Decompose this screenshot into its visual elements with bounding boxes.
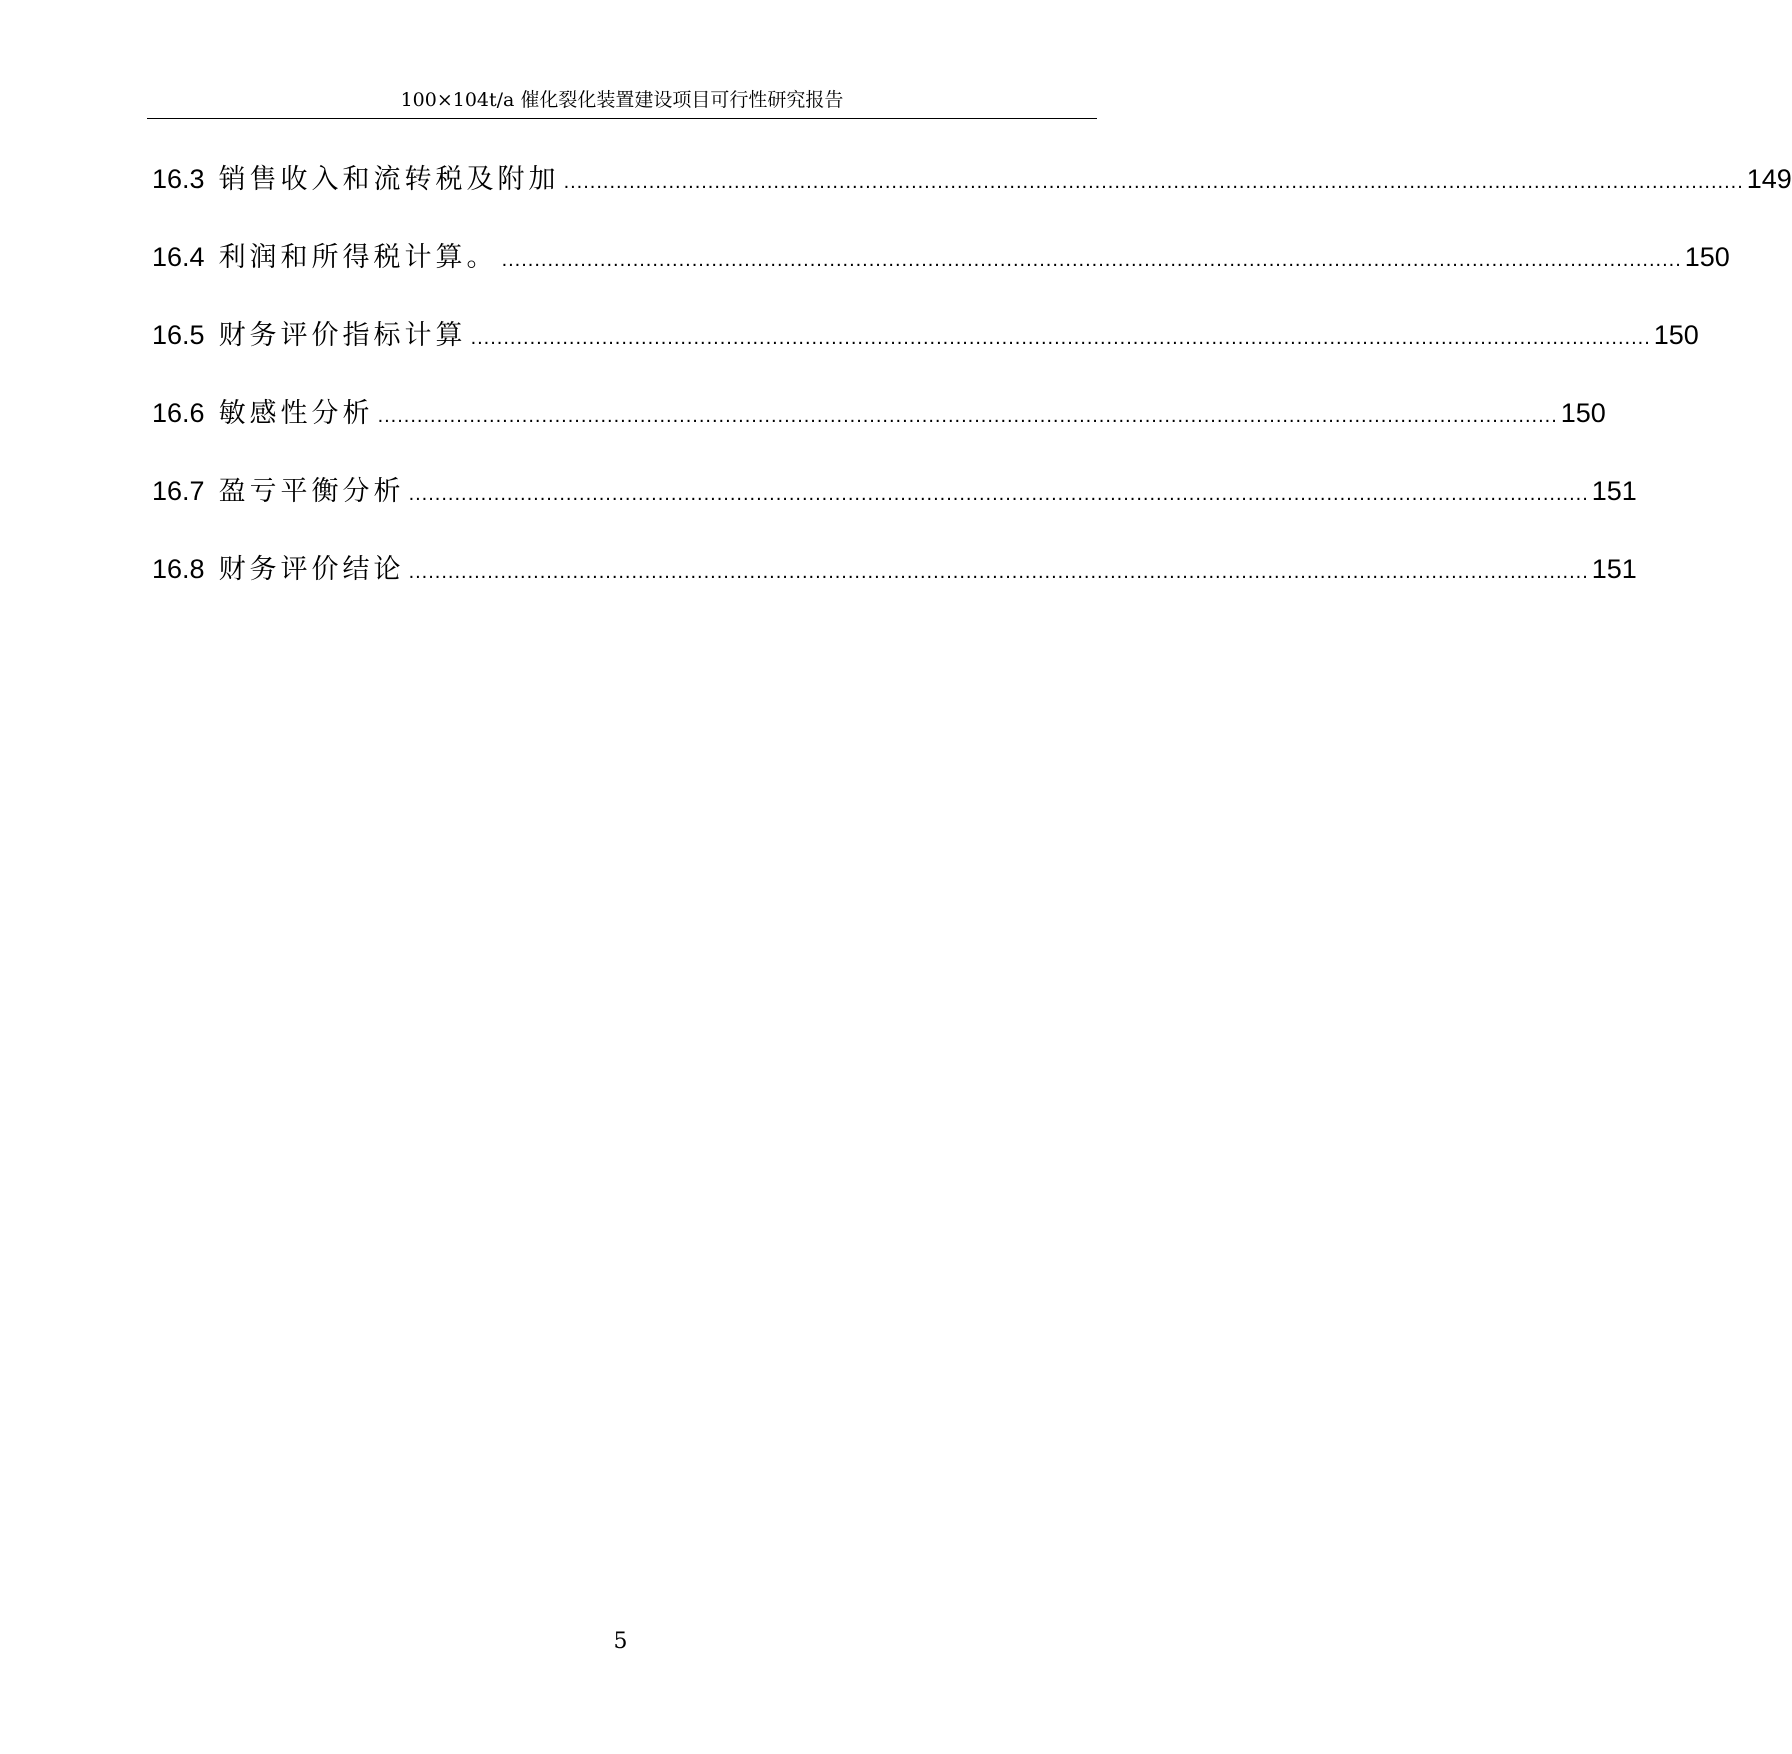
toc-entry-title: 财务评价指标计算 xyxy=(218,320,467,351)
toc-leader-dots: .................................................................................................................................................................................... xyxy=(563,171,1744,193)
toc-entry-page: 150 xyxy=(1560,398,1606,428)
toc-entry[interactable] xyxy=(152,318,1699,396)
running-header: 100×104t/a 催化裂化装置建设项目可行性研究报告 xyxy=(400,89,844,111)
toc-entry-number: 16.4 xyxy=(152,242,205,272)
toc-entry-page: 151 xyxy=(1591,476,1637,506)
toc-entry-title: 销售收入和流转税及附加 xyxy=(218,164,560,195)
toc-entry-number: 16.6 xyxy=(152,398,205,428)
toc-entry-number: 16.8 xyxy=(152,554,205,584)
toc-entry-number: 16.7 xyxy=(152,476,205,506)
toc-entry[interactable] xyxy=(152,162,1792,240)
toc-entry-title: 盈亏平衡分析 xyxy=(218,476,405,507)
toc-leader-dots: .................................................................................................................................................................................... xyxy=(501,249,1682,271)
toc-entry[interactable] xyxy=(152,474,1637,552)
toc-leader-dots: .................................................................................................................................................................................... xyxy=(408,483,1589,505)
toc-entry-page: 149 xyxy=(1746,164,1792,194)
toc-entry-page: 151 xyxy=(1591,554,1637,584)
header-rule xyxy=(147,118,1097,119)
toc-leader-dots: .................................................................................................................................................................................... xyxy=(408,561,1589,583)
toc-leader-dots: .................................................................................................................................................................................... xyxy=(470,327,1651,349)
toc-entry[interactable] xyxy=(152,396,1606,474)
toc-entry[interactable] xyxy=(152,240,1730,318)
toc-entry-page: 150 xyxy=(1653,320,1699,350)
toc-entry-number: 16.3 xyxy=(152,164,205,194)
toc-entry-number: 16.5 xyxy=(152,320,205,350)
toc-entry-page: 150 xyxy=(1684,242,1730,272)
toc-entry[interactable] xyxy=(152,552,1637,630)
toc-entry-title: 利润和所得税计算。 xyxy=(218,242,498,273)
toc-entry-title: 财务评价结论 xyxy=(218,554,405,585)
table-of-contents xyxy=(152,162,1792,630)
toc-leader-dots: .................................................................................................................................................................................... xyxy=(377,405,1558,427)
page-number: 5 xyxy=(613,1629,628,1654)
toc-entry-title: 敏感性分析 xyxy=(218,398,374,429)
